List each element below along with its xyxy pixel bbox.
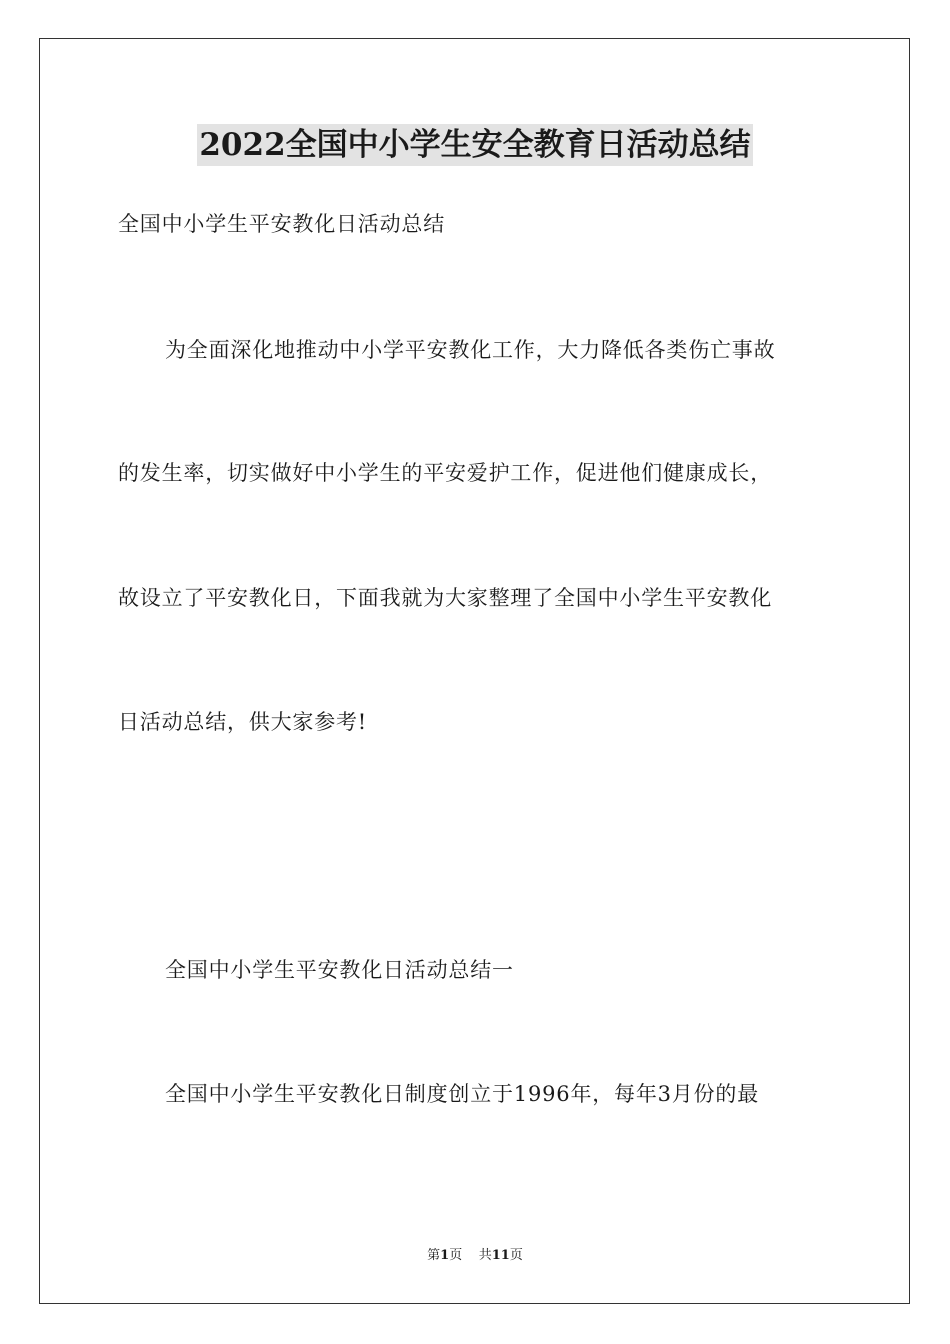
document-title: 2022全国中小学生安全教育日活动总结 <box>197 124 752 166</box>
title-container <box>0 124 950 166</box>
paragraph-line: 日活动总结，供大家参考! <box>118 710 368 734</box>
page-number: 第1页 <box>427 1248 463 1263</box>
subtitle-line: 全国中小学生平安教化日活动总结 <box>118 212 445 236</box>
page-footer <box>0 1247 950 1265</box>
paragraph-line: 为全面深化地推动中小学平安教化工作，大力降低各类伤亡事故 <box>165 338 776 362</box>
paragraph-line: 的发生率，切实做好中小学生的平安爱护工作，促进他们健康成长， <box>118 461 772 485</box>
paragraph-line: 全国中小学生平安教化日制度创立于1996年，每年3月份的最 <box>165 1082 760 1106</box>
page-total: 共11页 <box>478 1248 523 1263</box>
paragraph-line: 故设立了平安教化日，下面我就为大家整理了全国中小学生平安教化 <box>118 586 772 610</box>
section-heading: 全国中小学生平安教化日活动总结一 <box>165 958 514 982</box>
